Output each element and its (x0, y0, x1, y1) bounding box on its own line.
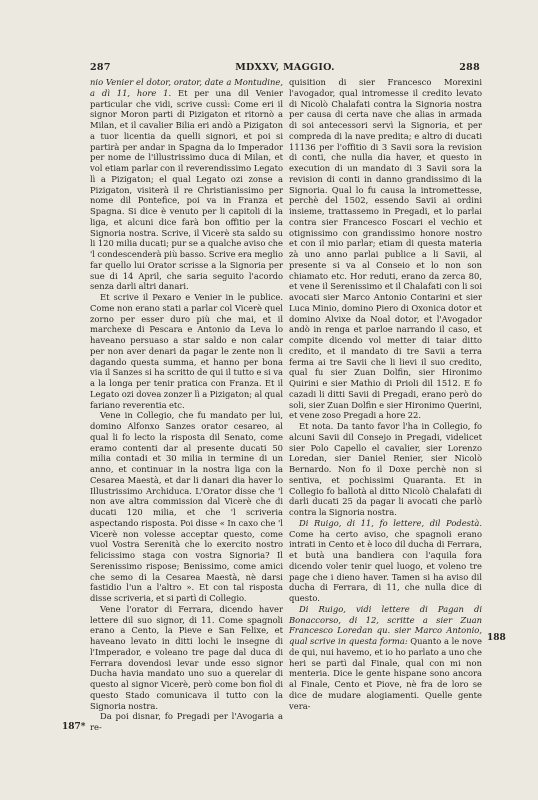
paragraph-text: Come ha certo aviso, che spagnoli erano intrati in Cento et è loco dil ducha di Ferrara, et butà una bandiera con l'aquila fora dicendo voler tenir quel luogo, et voleno tre page che i dieno haver. Tamen si ha aviso dil ducha di Ferrara, di 11, che nulla dice di questo. (289, 528, 482, 603)
running-header (90, 62, 480, 76)
paragraph-text: Vene in Collegio, che fu mandato per lui, domino Alfonxo Sanzes orator cesareo, al qual li fo lecto la risposta dil Senato, come eramo contenti dar al presente ducati 50 milia contadi et 30 milia in termine di un anno, et continuar in la nostra liga con la Cesarea Maestà, et dar li danari dia haver lo Illustrissimo Archiduca. L'Orator disse che 'l non ave altra commission dal Vicerè che di ducati 120 milia, et che 'l scriveria aspectando risposta. Poi disse « In caxo che 'l Vicerè non volesse acceptar questo, come vuol Vostra Serenità che lo exercito nostro felicissimo staga con vostra Signoria? Il Serenissimo rispose; Benissimo, come amici che semo di la Cesarea Maestà, nè darsi fastidio l'un a l'altro ». Et con tal risposta disse scriveria, et si partì di Collegio. (90, 410, 283, 603)
right-column (289, 77, 482, 711)
paragraph-text: Da poi disnar, fo Pregadi per l'Avogaria a re- (90, 711, 283, 732)
paragraph (90, 711, 283, 733)
paragraph (289, 77, 482, 421)
paragraph-text: Et scrive il Pexaro e Venier in le publice. Come non erano stati a parlar col Vicerè quel zorno per esser duro più che mai, et il marchexe di Pescara e Antonio da Leva lo haveano persuaso a star saldo e non calar per non aver denari da pagar le zente non li dagando questa summa, et hanno per bona via il Sanzes si ha scritto de qui il tutto e si va a la longa per tenir pratica con Franza. Et il Legato ozi dovea zonzer lì a Pizigaton; al qual fariano reverentia etc. (90, 292, 283, 410)
paragraph (289, 604, 482, 712)
paragraph (90, 292, 283, 410)
paragraph-text: quisition di sier Francesco Morexini l'avogador, qual intromesse il credito levato di Nicolò Chalafati contra la Signoria nostra per causa di certa nave che alias in armada di soi antecessori servì la Signoria, et per compreda di la nave predita; e altro di ducati 11136 per l'offitio di 3 Savii sora la revision di conti, che nulla dia haver, et questo in execution di un mandato di 3 Savii sora la revision di conti in danno grandissimo di la Signoria. Qual lo fu causa la intromettesse, perchè del 1502, essendo Savii ai ordini insieme, trattassemo in Pregadi, et lo parlai contra sier Francesco Foscari el vechio et otignissimo con grandissimo honore nostro et con il mio parlar; etiam di questa materia zà uno anno parlai publice a li Savii, al presente si va al Conseio et lo non son chiamato etc. Hor reduti, erano da zerca 80, et vene il Serenissimo et il Chalafati con li soi avocati sier Marco Antonio Contarini et sier Luca Minio, domino Piero di Oxonica dotor et domino Alvixe da Noal dotor, et l'Avogador andò in renga et parloe narrando il caso, et compite dicendo vol metter di taiar ditto credito, et il mandato di tre Savii a terra ferma ai tre Savii che li lievi il suo credito, qual fu sier Zuan Dolfin, sier Hironimo Quirini e sier Mathio di Prioli dil 1512. E fo cazadi li ditti Savii di Pregadi, erano però do soli, sier Zuan Dolfin e sier Hironimo Querini, et vene zoso Pregadi a hore 22. (289, 77, 482, 421)
paragraph (90, 410, 283, 604)
running-title: MDXXV, MAGGIO. (235, 62, 335, 73)
paragraph (90, 604, 283, 712)
paragraph-lead: nio Venier el dotor, orator, date a Montudine, a dì 11, hore 1. (90, 77, 283, 98)
margin-note-right: 188 (487, 633, 506, 643)
paragraph-text: Vene l'orator di Ferrara, dicendo haver lettere dil suo signor, di 11. Come spagnoli erano a Cento, la Pieve e San Felixe, et haveano levato in ditti lochi le insegne di l'Imperador, e voleano tre page dal duca di Ferrara dovendosi levar unde esso signor Ducha havia mandato uno suo a querelar di questo al signor Vicerè, però come bon fiol di questo Stado comunicava il tutto con la Signoria nostra. (90, 603, 283, 711)
paragraph-text: Quanto a le nove de qui, nui havemo, et io ho parlato a uno che heri se partì dal Finale, qual con mi non menteria. Dice le gente hispane sono ancora al Finale, Cento et Piove, nè fra de loro se dice de mudare alogiamenti. Quelle gente vera- (289, 636, 482, 711)
page-number-left: 287 (90, 62, 111, 73)
paragraph-text: Et per una dil Venier particular che vidi, scrive cussì: Come eri il signor Moron parti di Pizigaton et ritornò a Milan, et il cavalier Bilia eri andò a Pizigaton a tuor licentia da quelli signori, et poi si partirà per andar in Spagna da lo Imperador per nome de l'illustrissimo duca di Milan, et vol etiam parlar con il reverendissimo Legato lì a Pizigaton; el qual Legato ozi zonse a Pizigaton, visiterà il re Christianissimo per nome dil Pontefice, poi va in Franza et Spagna. Si dice è venuto per li capitoli di la liga, et alcuni dice farà bon offitio per la Signoria nostra. Scrive, il Vicerè sta saldo su li 120 milia ducati; pur se a qualche aviso che 'l condescenderà più basso. Scrive era meglio far quello lui Orator scrisse a la Signoria per sue di 14 April, che saria seguito l'acordo senza darli altri danari. (90, 87, 283, 292)
paragraph-text: Et nota. Da tanto favor l'ha in Collegio, fo alcuni Savii dil Consejo in Pregadi, videlicet sier Polo Capello el cavalier, sier Lorenzo Loredan, sier Daniel Renier, sier Nicolò Bernardo. Non fo il Doxe perchè non si sentiva, et pochissimi Quaranta. Et in Collegio fo ballotà al ditto Nicolò Chalafati di darli ducati 25 da pagar li avocati che parlò contra la Signoria nostra. (289, 421, 482, 517)
paragraph (289, 518, 482, 604)
paragraph (90, 77, 283, 292)
left-column (90, 77, 283, 733)
paragraph (289, 421, 482, 518)
paragraph-lead: Di Ruigo, di 11, fo lettere, dil Podestà. (299, 517, 482, 528)
page-number-right: 288 (459, 62, 480, 73)
paragraph-lead: Di Ruigo, vidi lettere di Pagan di Bonaccorso, di 12, scritte a sier Zuan Francesco Loredan qu. sier Marco Antonio, qual scrive in questa forma: (289, 603, 482, 646)
margin-note-left: 187* (62, 722, 86, 732)
